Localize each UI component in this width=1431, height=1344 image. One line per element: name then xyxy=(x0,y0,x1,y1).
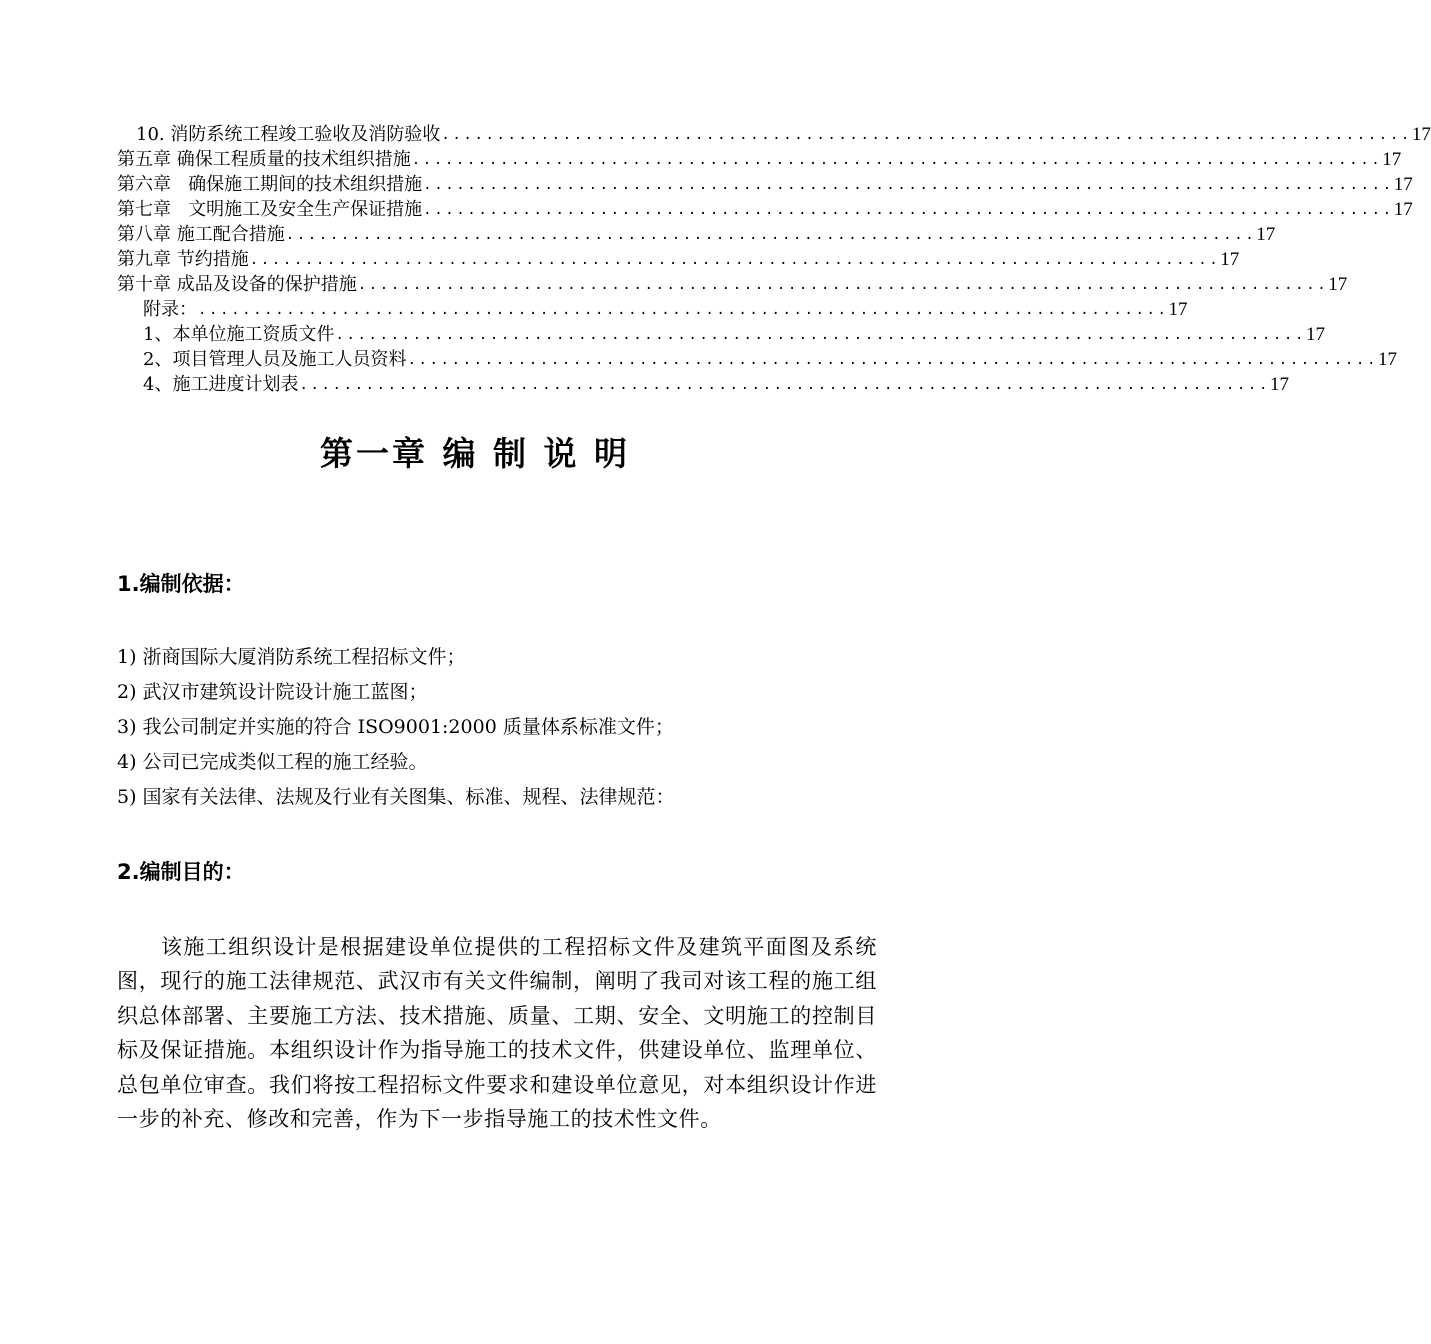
toc-entry[interactable] xyxy=(117,171,1413,196)
section-heading-purpose: 2.编制目的： xyxy=(117,860,245,884)
toc-entry[interactable] xyxy=(143,321,1325,346)
toc-leader-dots: ........................................................................................ xyxy=(357,277,1329,293)
toc-entry-page: 17 xyxy=(1382,149,1402,170)
toc-entry[interactable] xyxy=(143,371,1289,396)
toc-entry[interactable] xyxy=(117,196,1413,221)
toc-entry[interactable] xyxy=(117,246,1240,271)
toc-entry[interactable] xyxy=(136,121,1431,146)
toc-entry-page: 17 xyxy=(1328,274,1348,295)
toc-leader-dots: ........................................................................................ xyxy=(423,177,1394,193)
toc-leader-dots: ........................................................................................ xyxy=(407,352,1378,368)
toc-leader-dots: ........................................................................................ xyxy=(198,302,1169,318)
toc-entry-page: 17 xyxy=(1256,224,1276,245)
toc-entry-page: 17 xyxy=(1393,199,1413,220)
toc-entry-title: 第八章 施工配合措施 xyxy=(117,224,285,245)
toc-entry-title: 第七章 文明施工及安全生产保证措施 xyxy=(117,199,423,220)
section-heading-basis: 1.编制依据： xyxy=(117,572,245,596)
toc-entry-title: 1、本单位施工资质文件 xyxy=(143,324,335,345)
toc-entry-title: 第六章 确保施工期间的技术组织措施 xyxy=(117,174,423,195)
toc-entry-title: 4、施工进度计划表 xyxy=(143,374,299,395)
list-item: 2) 武汉市建筑设计院设计施工蓝图； xyxy=(117,681,428,703)
toc-leader-dots: ........................................................................................ xyxy=(285,227,1257,243)
toc-leader-dots: ........................................................................................ xyxy=(411,152,1383,168)
toc-entry-title: 第九章 节约措施 xyxy=(117,249,249,270)
toc-entry-title: 第十章 成品及设备的保护措施 xyxy=(117,274,357,295)
list-item: 4) 公司已完成类似工程的施工经验。 xyxy=(117,751,428,773)
toc-entry[interactable] xyxy=(143,296,1188,321)
toc-entry-page: 17 xyxy=(1305,324,1325,345)
list-item: 1) 浙商国际大厦消防系统工程招标文件； xyxy=(117,646,466,668)
toc-entry-title: 10. 消防系统工程竣工验收及消防验收 xyxy=(136,124,441,145)
toc-entry-page: 17 xyxy=(1269,374,1289,395)
toc-entry[interactable] xyxy=(117,271,1348,296)
toc-leader-dots: ........................................................................................ xyxy=(423,202,1394,218)
chapter-title: 第一章 编 制 说 明 xyxy=(320,434,630,473)
toc-entry-page: 17 xyxy=(1220,249,1240,270)
toc-entry-title: 第五章 确保工程质量的技术组织措施 xyxy=(117,149,411,170)
toc-entry-title: 2、项目管理人员及施工人员资料 xyxy=(143,349,407,370)
toc-leader-dots: ........................................................................................ xyxy=(299,377,1270,393)
toc-entry-page: 17 xyxy=(1168,299,1188,320)
toc-entry-page: 17 xyxy=(1393,174,1413,195)
toc-entry-title: 附录： xyxy=(143,299,197,320)
purpose-paragraph: 该施工组织设计是根据建设单位提供的工程招标文件及建筑平面图及系统图，现行的施工法律规范、武汉市有关文件编制，阐明了我司对该工程的施工组织总体部署、主要施工方法、技术措施、质量、工期、安全、文明施工的控制目标及保证措施。本组织设计作为指导施工的技术文件，供建设单位、监理单位、总包单位审查。我们将按工程招标文件要求和建设单位意见，对本组织设计作进一步的补充、修改和完善，作为下一步指导施工的技术性文件。 xyxy=(117,935,877,1132)
toc-entry[interactable] xyxy=(117,221,1276,246)
basis-list xyxy=(117,644,675,819)
toc-entry[interactable] xyxy=(117,146,1402,171)
toc-entry-page: 17 xyxy=(1377,349,1397,370)
list-item: 3) 我公司制定并实施的符合 ISO9001:2000 质量体系标准文件； xyxy=(117,716,674,738)
toc-entry-page: 17 xyxy=(1411,124,1431,145)
toc-entry[interactable] xyxy=(143,346,1397,371)
toc-leader-dots: ........................................................................................ xyxy=(441,127,1412,143)
toc-leader-dots: ........................................................................................ xyxy=(335,327,1306,343)
list-item: 5) 国家有关法律、法规及行业有关图集、标准、规程、法律规范： xyxy=(117,786,675,808)
toc-leader-dots: ........................................................................................ xyxy=(249,252,1221,268)
